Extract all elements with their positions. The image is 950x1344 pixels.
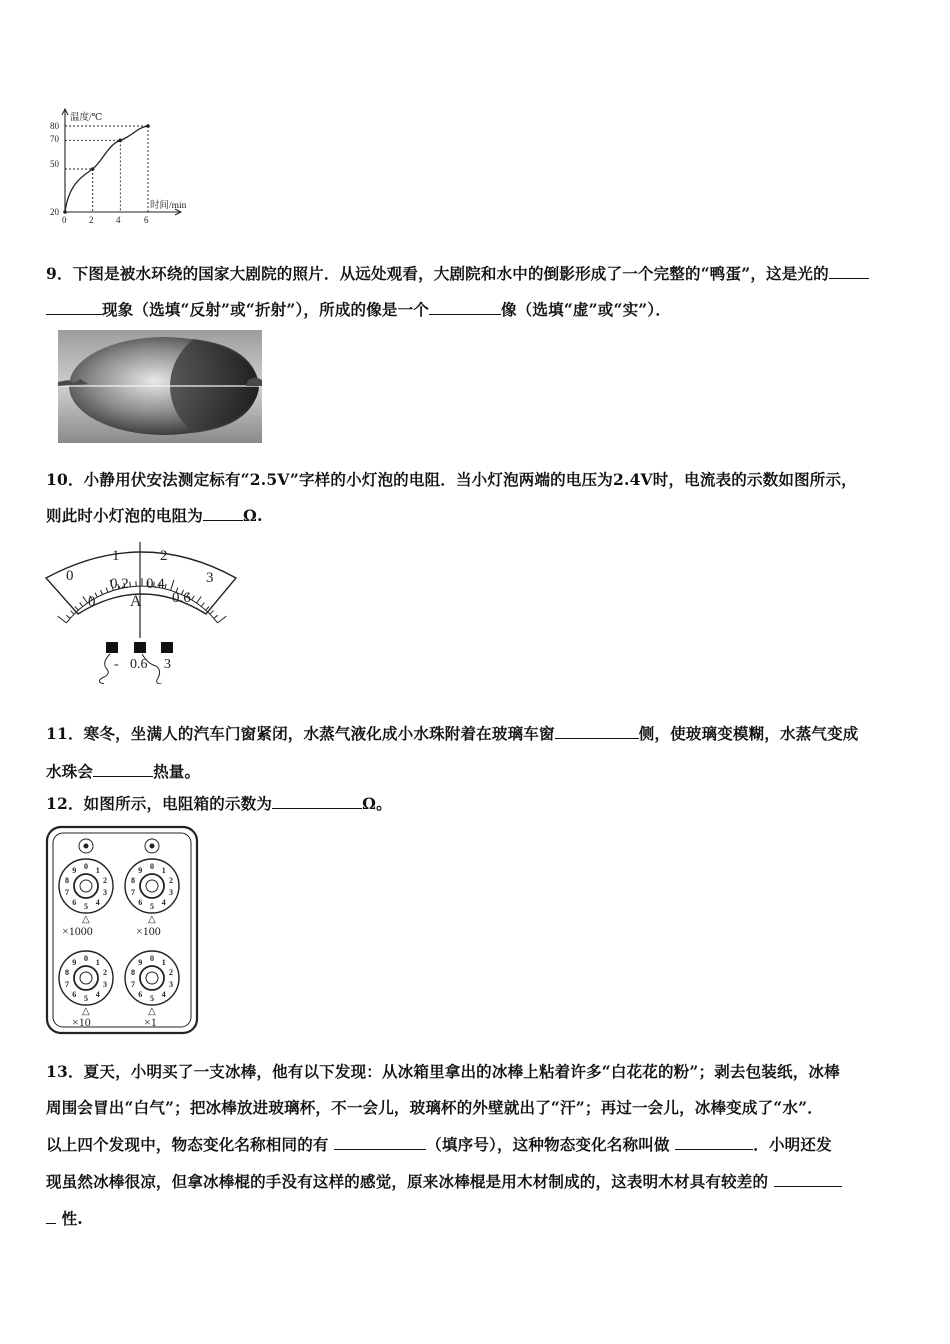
knob-digit: 6 <box>138 990 143 1000</box>
knob-digit: 1 <box>161 957 166 967</box>
question-13-text: 周围会冒出“白气”；把冰棒放进玻璃杯，不一会儿，玻璃杯的外壁就出了“汗”；再过一会儿，冰棒变成了“水”． <box>46 1098 823 1117</box>
knob-digit: 4 <box>95 898 100 908</box>
knob-digit: 8 <box>131 967 135 977</box>
question-9-line-1 <box>46 262 869 284</box>
multiplier-label: ×10 <box>72 1015 91 1029</box>
knob-digit: 2 <box>169 875 173 885</box>
terminal <box>134 642 146 653</box>
knob-digit: 0 <box>150 862 154 871</box>
question-13-text: 现虽然冰棒很凉，但拿冰棒棍的手没有这样的感觉，原来冰棒棍是用木材制成的，这表明木材具有较差的 <box>46 1172 769 1191</box>
data-point <box>63 210 67 214</box>
question-11-line-2 <box>46 760 200 782</box>
upper-scale-label: 0 <box>66 568 74 584</box>
answer-blank[interactable] <box>203 506 243 521</box>
question-9-line-2 <box>46 298 671 320</box>
answer-blank[interactable] <box>429 300 501 315</box>
y-tick-label: 80 <box>50 121 59 131</box>
answer-blank[interactable] <box>46 1209 56 1224</box>
question-13-text: 以上四个发现中，物态变化名称相同的有 <box>46 1135 329 1154</box>
question-10-text: 10．小静用伏安法测定标有“2.5V”字样的小灯泡的电阻．当小灯泡两端的电压为2.4V时，电流表的示数如图所示， <box>46 470 857 489</box>
multiplier-label: ×100 <box>136 924 161 938</box>
y-tick-label: 50 <box>50 159 59 169</box>
answer-blank[interactable] <box>829 264 869 279</box>
graph-axes <box>65 110 180 212</box>
knob-digit: 3 <box>169 888 173 898</box>
question-11-text: 水珠会 <box>46 762 94 781</box>
knob-digit: 7 <box>131 888 135 898</box>
knob-digit: 7 <box>131 980 135 990</box>
knob-pointer: △ <box>148 914 156 925</box>
knob-digit: 5 <box>84 994 88 1003</box>
question-13-line-3 <box>46 1133 832 1155</box>
answer-blank[interactable] <box>334 1135 426 1150</box>
question-9-text: 像（选填“虚”或“实”）． <box>501 300 672 319</box>
knob-digit: 9 <box>138 957 143 967</box>
knob-digit: 8 <box>65 967 69 977</box>
ammeter-unit: A <box>130 593 142 610</box>
resistance-knob[interactable] <box>125 951 179 1005</box>
terminal-label: - <box>114 657 119 672</box>
knob-digit: 7 <box>65 888 69 898</box>
question-12-line <box>46 792 392 814</box>
x-tick-label: 6 <box>144 215 149 225</box>
graph-y-label: 温度/℃ <box>70 113 103 123</box>
question-11-text: 11．寒冬，坐满人的汽车门窗紧闭，水蒸气液化成小水珠附着在玻璃车窗 <box>46 724 555 743</box>
scale-tick <box>66 615 70 618</box>
knob-digit: 2 <box>103 875 107 885</box>
ammeter-dial <box>44 534 240 684</box>
question-13-text: （填序号），这种物态变化名称叫做 <box>426 1135 670 1154</box>
knob-digit: 9 <box>72 865 77 875</box>
question-13-line-5 <box>46 1207 83 1229</box>
question-10-text: 则此时小灯泡的电阻为 <box>46 506 204 525</box>
question-11-text: 侧，使玻璃变模糊，水蒸气变成 <box>638 724 859 743</box>
lower-scale-label: 0.6 <box>172 590 191 606</box>
x-tick-label: 2 <box>89 215 94 225</box>
question-13-text: 性. <box>61 1209 83 1228</box>
question-10-line-2 <box>46 504 263 526</box>
terminal-label: 3 <box>164 657 171 672</box>
resistance-knob[interactable] <box>59 859 113 913</box>
upper-scale-label: 1 <box>112 548 120 564</box>
question-13-text: 13．夏天，小明买了一支冰棒，他有以下发现：从冰箱里拿出的冰棒上粘着许多“白花花的粉”；剥去包装纸，冰棒 <box>46 1062 840 1081</box>
multiplier-label: ×1 <box>144 1015 157 1029</box>
knob-digit: 8 <box>131 875 135 885</box>
grand-theatre-photo <box>58 330 262 443</box>
knob-pointer: △ <box>82 914 90 925</box>
question-10-line-1 <box>46 468 857 490</box>
question-9-text: 9．下图是被水环绕的国家大剧院的照片．从远处观看，大剧院和水中的倒影形成了一个完整的“鸭蛋”，这是光的 <box>46 264 829 283</box>
question-13-line-4 <box>46 1170 842 1192</box>
knob-digit: 8 <box>65 875 69 885</box>
question-13-text: ．小明还发 <box>753 1135 832 1154</box>
knob-digit: 1 <box>161 865 166 875</box>
knob-digit: 1 <box>95 865 100 875</box>
knob-pointer: △ <box>148 1006 156 1017</box>
y-tick-label: 20 <box>50 207 59 217</box>
lower-scale-label: 0.2 <box>110 576 129 592</box>
scale-tick <box>71 611 75 615</box>
question-11-line-1 <box>46 722 859 744</box>
resistance-box <box>44 824 200 1036</box>
upper-scale-label: 3 <box>206 570 214 586</box>
question-12-unit: Ω。 <box>362 794 392 813</box>
y-tick-label: 70 <box>50 134 59 144</box>
lower-scale-label: 0 <box>88 594 96 610</box>
knob-digit: 4 <box>95 990 100 1000</box>
resistance-knob[interactable] <box>125 859 179 913</box>
multiplier-label: ×1000 <box>62 924 93 938</box>
data-point <box>91 167 95 171</box>
answer-blank[interactable] <box>675 1135 753 1150</box>
data-point <box>119 139 123 143</box>
knob-digit: 9 <box>138 865 143 875</box>
knob-pointer: △ <box>82 1006 90 1017</box>
x-tick-label: 0 <box>62 215 67 225</box>
x-tick-label: 4 <box>116 215 121 225</box>
lower-scale-label: 0.4 <box>146 576 165 592</box>
question-13-line-1 <box>46 1060 840 1082</box>
scale-tick <box>218 616 227 623</box>
knob-digit: 4 <box>161 898 166 908</box>
question-10-unit: Ω. <box>243 506 263 525</box>
knob-digit: 6 <box>72 990 77 1000</box>
question-11-text: 热量。 <box>153 762 201 781</box>
knob-digit: 4 <box>161 990 166 1000</box>
knob-digit: 2 <box>169 967 173 977</box>
upper-scale-label: 2 <box>160 548 168 564</box>
knob-digit: 5 <box>150 902 154 911</box>
data-point <box>146 124 150 128</box>
resistance-knob[interactable] <box>59 951 113 1005</box>
knob-digit: 0 <box>150 954 154 963</box>
question-13-line-2 <box>46 1096 823 1118</box>
knob-digit: 0 <box>84 954 88 963</box>
knob-digit: 3 <box>103 888 107 898</box>
knob-digit: 3 <box>103 980 107 990</box>
answer-blank[interactable] <box>774 1172 842 1187</box>
knob-digit: 2 <box>103 967 107 977</box>
question-12-text: 12．如图所示，电阻箱的示数为 <box>46 794 273 813</box>
knob-digit: 6 <box>138 898 143 908</box>
terminal <box>106 642 118 653</box>
question-9-text: 现象（选填“反射”或“折射”），所成的像是一个 <box>102 300 430 319</box>
temperature-time-graph <box>44 106 204 228</box>
answer-blank[interactable] <box>46 300 102 315</box>
answer-blank[interactable] <box>272 794 362 809</box>
answer-blank[interactable] <box>93 762 153 777</box>
knob-digit: 0 <box>84 862 88 871</box>
graph-x-label: 时间/min <box>150 201 187 211</box>
answer-blank[interactable] <box>555 724 639 739</box>
wire <box>99 654 110 684</box>
terminal <box>161 642 173 653</box>
terminal-label: 0.6 <box>130 657 148 672</box>
scale-tick <box>130 582 131 587</box>
knob-digit: 9 <box>72 957 77 967</box>
knob-digit: 1 <box>95 957 100 967</box>
scale-tick <box>214 615 218 618</box>
scale-tick <box>210 611 214 615</box>
knob-digit: 5 <box>84 902 88 911</box>
knob-digit: 5 <box>150 994 154 1003</box>
knob-digit: 6 <box>72 898 77 908</box>
knob-digit: 3 <box>169 980 173 990</box>
scale-tick <box>58 616 67 623</box>
knob-digit: 7 <box>65 980 69 990</box>
